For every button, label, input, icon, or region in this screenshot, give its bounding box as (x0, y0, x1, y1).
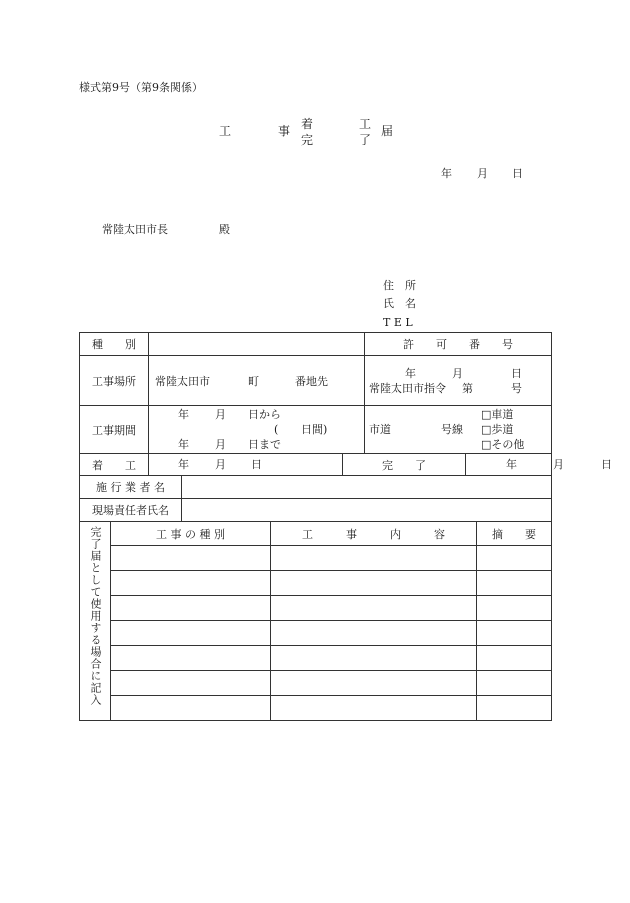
start-complete-row (80, 454, 552, 476)
remarks-cell[interactable] (477, 646, 552, 671)
road-option-other[interactable]: □その他 (481, 438, 525, 451)
period-to-year: 年 (178, 438, 189, 451)
remarks-cell[interactable] (477, 546, 552, 571)
supervisor-label: 現場責任者氏名 (80, 499, 182, 522)
permit-date-year: 年 (405, 367, 416, 380)
location-label: 工事場所 (80, 356, 149, 406)
applicant-address-label: 住 所 (383, 279, 416, 292)
period-from-month: 月 (215, 408, 226, 421)
start-year: 年 (178, 458, 189, 471)
remarks-cell[interactable] (477, 596, 552, 621)
period-row (80, 406, 552, 454)
title-start-top: 着 (301, 117, 314, 131)
date-month: 月 (477, 167, 488, 180)
work-content-cell[interactable] (271, 696, 477, 721)
permit-no-suffix: 号 (511, 382, 522, 395)
work-content-cell[interactable] (271, 646, 477, 671)
title-start-bottom: 完 (301, 133, 314, 147)
completion-row (80, 571, 552, 596)
location-town: 町 (248, 375, 259, 388)
complete-year: 年 (506, 458, 517, 471)
supervisor-row (80, 499, 552, 522)
road-line: 号線 (441, 423, 463, 436)
work-content-cell[interactable] (271, 546, 477, 571)
period-to-month: 月 (215, 438, 226, 451)
work-content-cell[interactable] (271, 621, 477, 646)
work-type-cell[interactable] (111, 621, 271, 646)
remarks-header: 摘 要 (477, 522, 552, 546)
completion-row (80, 646, 552, 671)
title-end-bottom: 了 (359, 133, 372, 147)
notice-table (79, 332, 612, 721)
location-row (80, 356, 552, 406)
applicant-tel-label: T E L (383, 316, 413, 329)
kind-row (80, 333, 552, 356)
contractor-value-cell[interactable] (182, 476, 552, 499)
work-type-cell[interactable] (111, 546, 271, 571)
permit-date-month: 月 (452, 367, 463, 380)
work-type-cell[interactable] (111, 646, 271, 671)
remarks-cell[interactable] (477, 621, 552, 646)
permit-number-label: 許 可 番 号 (365, 333, 552, 356)
period-label: 工事期間 (80, 406, 149, 454)
work-type-cell[interactable] (111, 571, 271, 596)
work-type-cell[interactable] (111, 696, 271, 721)
work-type-header: 工 事 の 種 別 (111, 522, 271, 546)
complete-day: 日 (601, 458, 612, 471)
remarks-cell[interactable] (477, 571, 552, 596)
period-from-day: 日から (248, 408, 281, 421)
start-day: 日 (251, 458, 262, 471)
work-type-cell[interactable] (111, 671, 271, 696)
supervisor-value-cell[interactable] (182, 499, 552, 522)
title-char-ko: 工 (219, 124, 232, 138)
form-number: 様式第9号（第9条関係） (79, 81, 203, 94)
period-from-year: 年 (178, 408, 189, 421)
work-content-header: 工 事 内 容 (271, 522, 477, 546)
completion-row (80, 596, 552, 621)
date-year: 年 (441, 167, 452, 180)
permit-issuer: 常陸太田市指令 (369, 382, 446, 395)
completion-row (80, 546, 552, 571)
complete-date-cell[interactable] (466, 454, 612, 476)
addressee-name: 常陸太田市長 (102, 223, 168, 236)
period-value-cell[interactable] (149, 406, 365, 454)
completion-row (80, 671, 552, 696)
permit-no-prefix: 第 (462, 382, 473, 395)
completion-side-label: 完了届として使用する場合に記入 (89, 526, 102, 706)
remarks-cell[interactable] (477, 671, 552, 696)
start-month: 月 (215, 458, 226, 471)
completion-side-cell (80, 522, 111, 721)
road-option-sidewalk[interactable]: □歩道 (481, 423, 514, 436)
addressee-honorific: 殿 (219, 223, 230, 236)
period-to-day: 日まで (248, 438, 281, 451)
start-date-cell[interactable] (149, 454, 343, 476)
complete-label: 完 了 (343, 454, 466, 476)
work-content-cell[interactable] (271, 671, 477, 696)
completion-header-row (80, 522, 552, 546)
work-type-cell[interactable] (111, 596, 271, 621)
completion-row (80, 696, 552, 721)
complete-month: 月 (553, 458, 564, 471)
location-value-cell[interactable] (149, 356, 365, 406)
permit-number-cell[interactable] (365, 356, 552, 406)
road-option-carriageway[interactable]: □車道 (481, 408, 514, 421)
kind-value-cell[interactable] (149, 333, 365, 356)
date-day: 日 (512, 167, 523, 180)
contractor-label: 施 行 業 者 名 (80, 476, 182, 499)
work-content-cell[interactable] (271, 571, 477, 596)
title-char-ji: 事 (278, 124, 291, 138)
road-cell[interactable] (365, 406, 552, 454)
title-suffix: 届 (381, 124, 394, 138)
location-city: 常陸太田市 (155, 375, 210, 388)
period-days: 日間) (301, 423, 328, 436)
title-end-top: 工 (359, 117, 372, 131)
start-label: 着 工 (80, 454, 149, 476)
contractor-row (80, 476, 552, 499)
work-content-cell[interactable] (271, 596, 477, 621)
road-city: 市道 (369, 423, 391, 436)
remarks-cell[interactable] (477, 696, 552, 721)
period-days-open: ( (274, 423, 279, 436)
kind-label: 種 別 (80, 333, 149, 356)
permit-date-day: 日 (511, 367, 522, 380)
applicant-name-label: 氏 名 (383, 297, 416, 310)
location-lot: 番地先 (295, 375, 328, 388)
completion-row (80, 621, 552, 646)
